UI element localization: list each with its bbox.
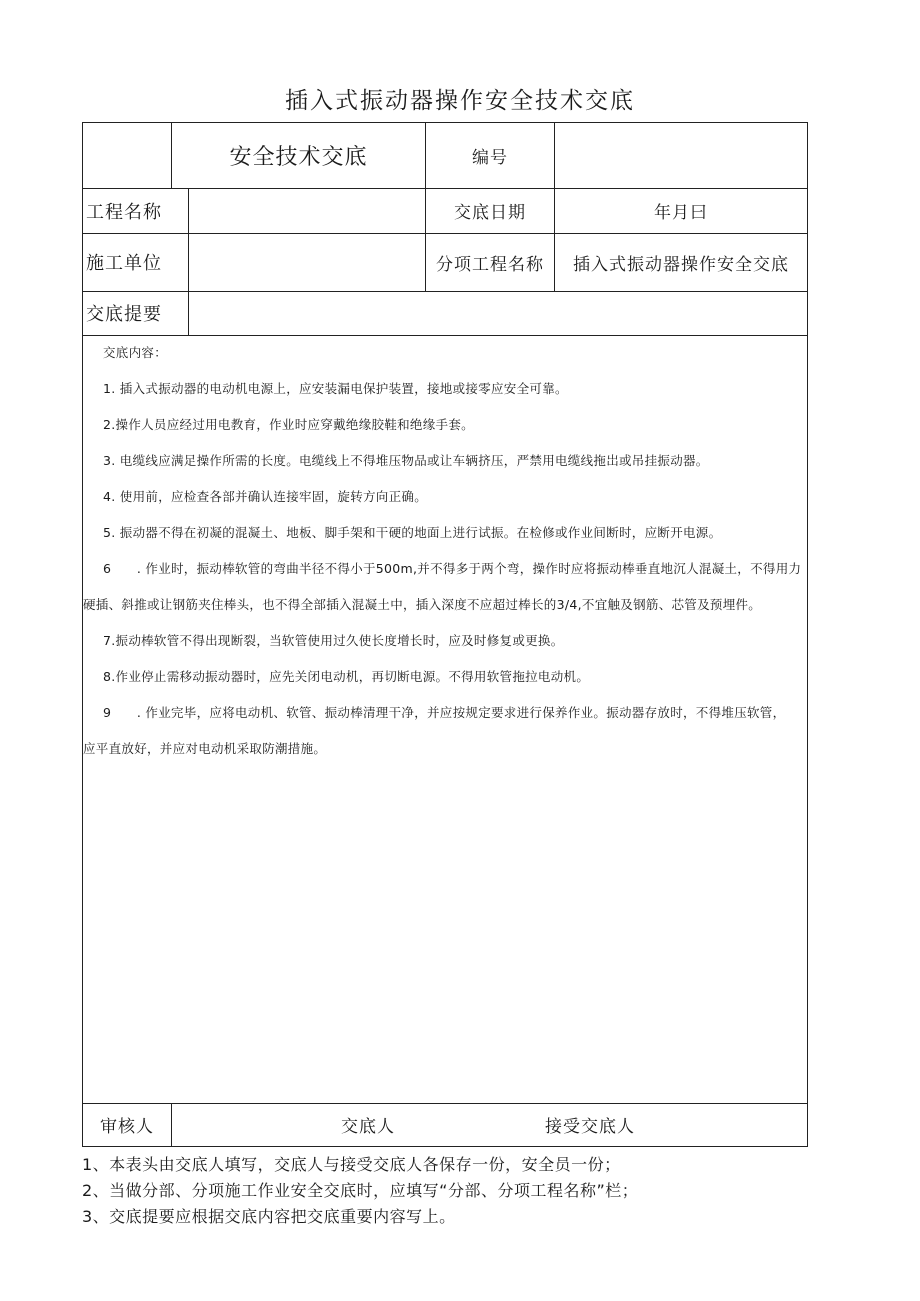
content-line: 应平直放好，并应对电动机采取防潮措施。 <box>83 741 327 756</box>
construction-unit-label: 施工单位 <box>86 253 162 274</box>
discloser-label: 交底人 <box>341 1117 395 1137</box>
content-line: 5. 振动器不得在初凝的混凝土、地板、脚手架和干硬的地面上进行试振。在检修或作业间断时，应断开电源。 <box>103 525 722 540</box>
content-line: 8.作业停止需移动振动器时，应先关闭电动机，再切断电源。不得用软管拖拉电动机。 <box>103 669 590 684</box>
content-intro: 交底内容： <box>103 345 168 360</box>
summary-field[interactable] <box>189 291 807 335</box>
footnotes <box>82 1152 842 1230</box>
column-divider <box>171 1103 172 1146</box>
content-line: 3. 电缆线应满足操作所需的长度。电缆线上不得堆压物品或让车辆挤压，严禁用电缆线拖岀或吊挂振动器。 <box>103 453 709 468</box>
subproject-name-label: 分项工程名称 <box>436 254 544 275</box>
content-line: 4. 使用前，应检查各部并确认连接牢固，旋转方向正确。 <box>103 489 428 504</box>
project-name-label: 工程名称 <box>86 201 162 223</box>
summary-label: 交底提要 <box>86 304 162 325</box>
footnote: 3、交底提要应根据交底内容把交底重要内容写上。 <box>82 1207 456 1226</box>
project-name-field[interactable] <box>189 188 425 233</box>
receiver-label: 接受交底人 <box>545 1117 635 1137</box>
footnote: 1、本表头由交底人填写，交底人与接受交底人各保存一份，安全员一份； <box>82 1155 621 1174</box>
footnote: 2、当做分部、分项施工作业安全交底时，应填写“分部、分项工程名称”栏； <box>82 1181 639 1200</box>
content-line: 9 . 作业完毕，应将电动机、软管、振动棒清理干净，并应按规定要求进行保养作业。振动器存放时，不得堆压软管， <box>103 705 786 720</box>
content-line: 1. 插入式振动器的电动机电源上，应安装漏电保护装置，接地或接零应安全可靠。 <box>103 381 568 396</box>
disclosure-form-table <box>82 122 808 1147</box>
form-heading: 安全技术交底 <box>229 145 368 170</box>
disclosure-content <box>83 335 807 767</box>
content-line: 2.操作人员应经过用电教育，作业时应穿戴绝缘胶鞋和绝缘手套。 <box>103 417 474 432</box>
number-field[interactable] <box>555 123 807 188</box>
subproject-name-field[interactable]: 插入式振动器操作安全交底 <box>573 254 789 275</box>
content-line: 7.振动棒软管不得出现断裂，当软管使用过久使长度增长时，应及时修复或更换。 <box>103 633 564 648</box>
disclosure-date-field[interactable]: 年月曰 <box>654 203 708 223</box>
content-line: 6 . 作业时，振动棒软管的弯曲半径不得小于500m,并不得多于两个弯，操作时应将振动棒垂直地沉人混凝土，不得用力 <box>103 561 802 576</box>
document-title: 插入式振动器操作安全技术交底 <box>285 88 635 114</box>
number-label: 编号 <box>472 148 508 168</box>
construction-unit-field[interactable] <box>189 233 425 291</box>
disclosure-date-label: 交底日期 <box>454 203 526 223</box>
content-line: 硬插、斜推或让钢筋夹住棒头，也不得全部插入混凝土中，插入深度不应超过棒长的3/4,不宜触及钢筋、芯管及预埋件。 <box>83 597 762 612</box>
reviewer-label: 审核人 <box>100 1117 154 1137</box>
